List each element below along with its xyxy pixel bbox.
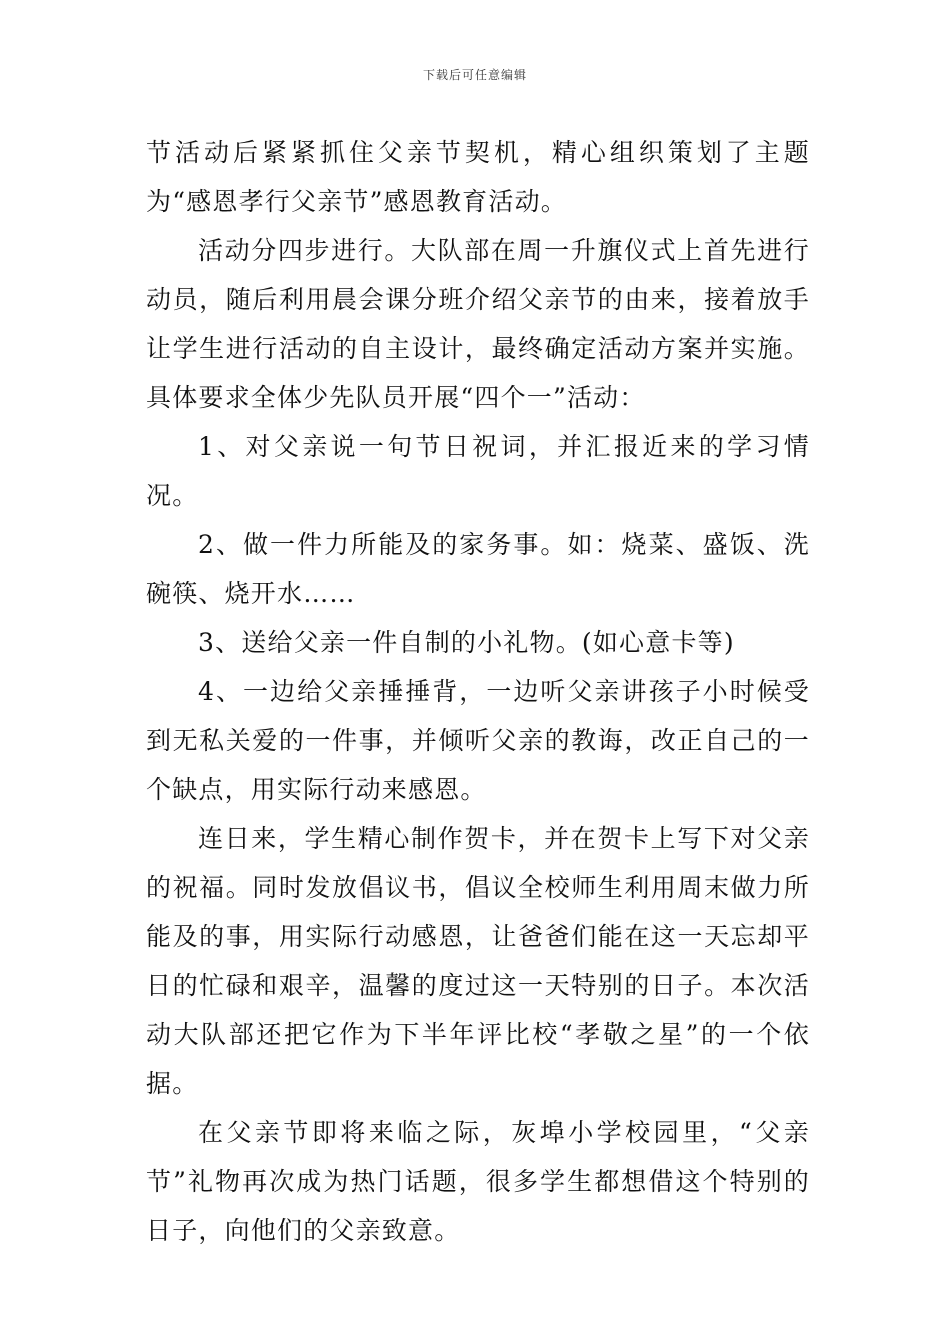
document-body xyxy=(146,128,810,1255)
list-item-2: 2、做一件力所能及的家务事。如：烧菜、盛饭、洗碗筷、烧开水…… xyxy=(146,530,810,608)
list-item-3: 3、送给父亲一件自制的小礼物。(如心意卡等) xyxy=(198,628,735,657)
list-item-4: 4、一边给父亲捶捶背，一边听父亲讲孩子小时候受到无私关爱的一件事，并倾听父亲的教诲，改正自己的一个缺点，用实际行动来感恩。 xyxy=(146,677,810,804)
paragraph-greeting-cards: 连日来，学生精心制作贺卡，并在贺卡上写下对父亲的祝福。同时发放倡议书，倡议全校师生利用周末做力所能及的事，用实际行动感恩，让爸爸们能在这一天忘却平日的忙碌和艰辛，温馨的度过这一天特别的日子。本次活动大队部还把它作为下半年评比校“孝敬之星”的一个依据。 xyxy=(146,824,810,1098)
list-item-1: 1、对父亲说一句节日祝词，并汇报近来的学习情况。 xyxy=(146,432,810,510)
page-header: 下载后可任意编辑 xyxy=(422,68,527,82)
paragraph-activity-steps: 活动分四步进行。大队部在周一升旗仪式上首先进行动员，随后利用晨会课分班介绍父亲节的由来，接着放手让学生进行活动的自主设计，最终确定活动方案并实施。具体要求全体少先队员开展“四个一”活动： xyxy=(146,236,810,412)
paragraph-intro: 节活动后紧紧抓住父亲节契机，精心组织策划了主题为“感恩孝行父亲节”感恩教育活动。 xyxy=(146,138,810,216)
paragraph-closing: 在父亲节即将来临之际，灰埠小学校园里，“父亲节”礼物再次成为热门话题，很多学生都想借这个特别的日子，向他们的父亲致意。 xyxy=(146,1118,810,1245)
